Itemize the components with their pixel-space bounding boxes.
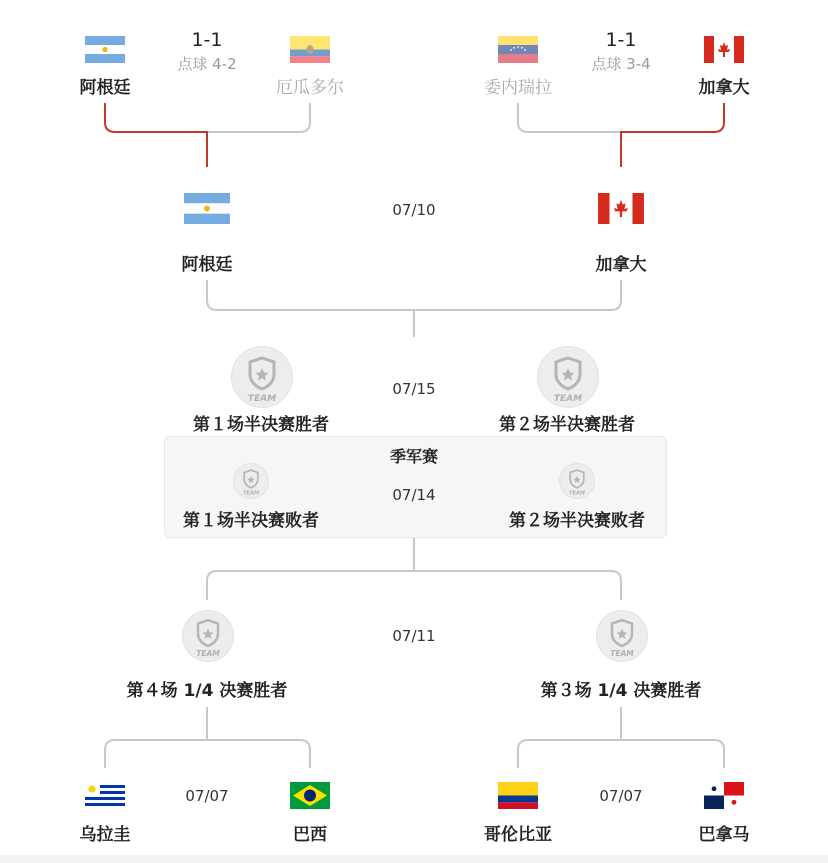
match-date: 07/07 bbox=[599, 787, 643, 805]
third-place-title: 季军赛 bbox=[389, 447, 438, 466]
match-date: 07/14 bbox=[392, 486, 436, 504]
match-date: 07/07 bbox=[185, 787, 229, 805]
team-name-third-right[interactable]: 第２场半决赛败者 bbox=[509, 511, 645, 531]
team-placeholder-icon bbox=[596, 610, 648, 662]
connector-qf-left bbox=[105, 707, 310, 768]
team-name-semi-bottom-right[interactable]: 第３场 1/4 决赛胜者 bbox=[540, 681, 702, 701]
connector-sf2-winner bbox=[621, 103, 724, 167]
team-name-third-left[interactable]: 第１场半决赛败者 bbox=[183, 511, 319, 531]
connector-sf1-winner bbox=[105, 103, 207, 167]
badge-team-label: TEAM bbox=[569, 490, 585, 497]
team-name-canada[interactable]: 加拿大 bbox=[595, 255, 647, 275]
score-value: 1-1 bbox=[191, 29, 223, 51]
argentina-flag-icon bbox=[184, 193, 230, 224]
team-name-argentina[interactable]: 阿根廷 bbox=[79, 78, 131, 98]
team-name-semi-bottom-left[interactable]: 第４场 1/4 决赛胜者 bbox=[126, 681, 288, 701]
panama-flag-icon bbox=[704, 782, 744, 809]
penalty-score: 点球 4-2 bbox=[177, 55, 237, 73]
team-name-colombia[interactable]: 哥伦比亚 bbox=[484, 825, 552, 845]
team-placeholder-icon bbox=[182, 610, 234, 662]
team-name-ecuador[interactable]: 厄瓜多尔 bbox=[276, 78, 344, 98]
argentina-flag-icon bbox=[85, 36, 125, 63]
team-name-panama[interactable]: 巴拿马 bbox=[698, 825, 750, 845]
match-date: 07/11 bbox=[392, 627, 436, 645]
colombia-flag-icon bbox=[498, 782, 538, 809]
badge-team-label: TEAM bbox=[196, 649, 220, 658]
team-name-argentina[interactable]: 阿根廷 bbox=[181, 255, 233, 275]
team-placeholder-icon bbox=[559, 463, 595, 499]
bottom-divider bbox=[0, 855, 828, 863]
team-name-uruguay[interactable]: 乌拉圭 bbox=[79, 825, 131, 845]
badge-team-label: TEAM bbox=[610, 649, 634, 658]
connector-qf-right bbox=[518, 707, 724, 768]
canada-flag-icon bbox=[704, 36, 744, 63]
team-placeholder-icon bbox=[537, 346, 599, 408]
team-name-venezuela[interactable]: 委内瑞拉 bbox=[484, 78, 552, 98]
badge-team-label: TEAM bbox=[553, 394, 583, 404]
brazil-flag-icon bbox=[290, 782, 330, 809]
match-date: 07/15 bbox=[392, 380, 436, 398]
team-name-canada[interactable]: 加拿大 bbox=[698, 78, 750, 98]
team-placeholder-icon bbox=[231, 346, 293, 408]
uruguay-flag-icon bbox=[85, 782, 125, 809]
badge-team-label: TEAM bbox=[247, 394, 277, 404]
team-name-final-left[interactable]: 第１场半决赛胜者 bbox=[193, 415, 329, 435]
team-placeholder-icon bbox=[233, 463, 269, 499]
connector-semi-top bbox=[207, 280, 621, 337]
venezuela-flag-icon bbox=[498, 36, 538, 63]
score-value: 1-1 bbox=[605, 29, 637, 51]
canada-flag-icon bbox=[598, 193, 644, 224]
match-score-sf1 bbox=[147, 29, 267, 74]
badge-team-label: TEAM bbox=[243, 490, 259, 497]
match-date: 07/10 bbox=[392, 201, 436, 219]
match-score-sf2 bbox=[561, 29, 681, 74]
penalty-score: 点球 3-4 bbox=[591, 55, 651, 73]
connector-sf1-loser bbox=[207, 103, 310, 132]
team-name-final-right[interactable]: 第２场半决赛胜者 bbox=[499, 415, 635, 435]
ecuador-flag-icon bbox=[290, 36, 330, 63]
team-name-brazil[interactable]: 巴西 bbox=[293, 825, 327, 845]
connector-semi-bottom bbox=[207, 537, 621, 600]
connector-sf2-loser bbox=[518, 103, 621, 132]
